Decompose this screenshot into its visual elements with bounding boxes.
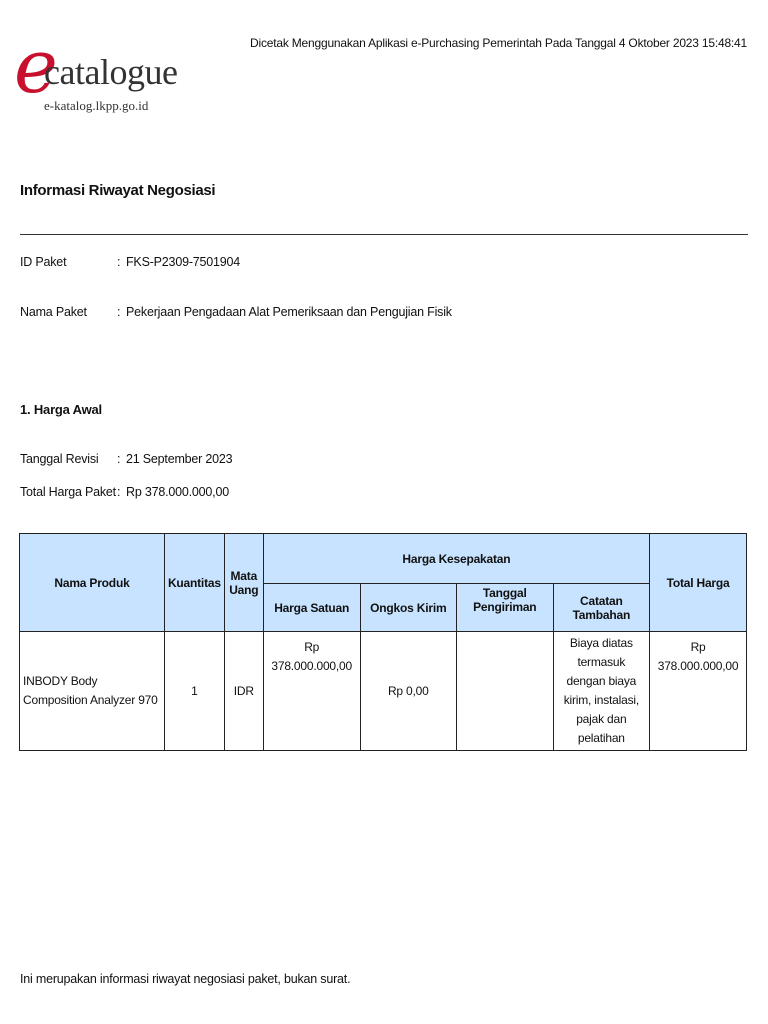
cell-unit-price: Rp 378.000.000,00 [263, 632, 360, 751]
total-package-price-value: Rp 378.000.000,00 [126, 485, 229, 499]
cell-shipping-date [456, 632, 553, 751]
cell-quantity: 1 [164, 632, 224, 751]
table-header-row-1 [20, 534, 747, 584]
ecatalogue-logo [14, 24, 178, 120]
logo-wordmark: catalogue [44, 52, 178, 92]
revision-date-value: 21 September 2023 [126, 452, 233, 466]
package-name-label: Nama Paket [20, 305, 87, 319]
total-package-price-separator: : [117, 485, 121, 499]
cell-additional-notes: Biaya diatas termasuk dengan biaya kirim, instalasi, pajak dan pelatihan [553, 632, 650, 751]
header-shipping-cost: Ongkos Kirim [360, 584, 456, 632]
header-quantity: Kuantitas [164, 534, 224, 632]
total-package-price-label: Total Harga Paket [20, 485, 116, 499]
printed-timestamp: Dicetak Menggunakan Aplikasi e-Purchasing Pemerintah Pada Tanggal 4 Oktober 2023 15:48:41 [250, 36, 747, 50]
header-currency: Mata Uang [224, 534, 263, 632]
header-unit-price: Harga Satuan [263, 584, 360, 632]
package-id-separator: : [117, 255, 121, 269]
header-product: Nama Produk [20, 534, 165, 632]
revision-date-separator: : [117, 452, 121, 466]
footer-note: Ini merupakan informasi riwayat negosiasi paket, bukan surat. [20, 972, 351, 986]
logo-e-letter: e [14, 24, 58, 110]
cell-product: INBODY Body Composition Analyzer 970 [20, 632, 165, 751]
title-divider [20, 234, 748, 235]
package-name-separator: : [117, 305, 121, 319]
table-row [20, 632, 747, 751]
revision-date-label: Tanggal Revisi [20, 452, 99, 466]
cell-shipping-cost: Rp 0,00 [360, 632, 456, 751]
header-shipping-date: Tanggal Pengiriman [456, 584, 553, 632]
header-agreement-price: Harga Kesepakatan [263, 534, 649, 584]
package-name-value: Pekerjaan Pengadaan Alat Pemeriksaan dan Pengujian Fisik [126, 305, 452, 319]
logo-url: e-katalog.lkpp.go.id [44, 98, 149, 113]
section-heading-harga-awal: 1. Harga Awal [20, 402, 102, 417]
negotiation-table [19, 533, 747, 751]
header-additional-notes: Catatan Tambahan [553, 584, 650, 632]
cell-total-price: Rp 378.000.000,00 [650, 632, 747, 751]
cell-currency: IDR [224, 632, 263, 751]
package-id-value: FKS-P2309-7501904 [126, 255, 241, 269]
header-total-price: Total Harga [650, 534, 747, 632]
package-id-label: ID Paket [20, 255, 67, 269]
page-title: Informasi Riwayat Negosiasi [20, 182, 216, 199]
